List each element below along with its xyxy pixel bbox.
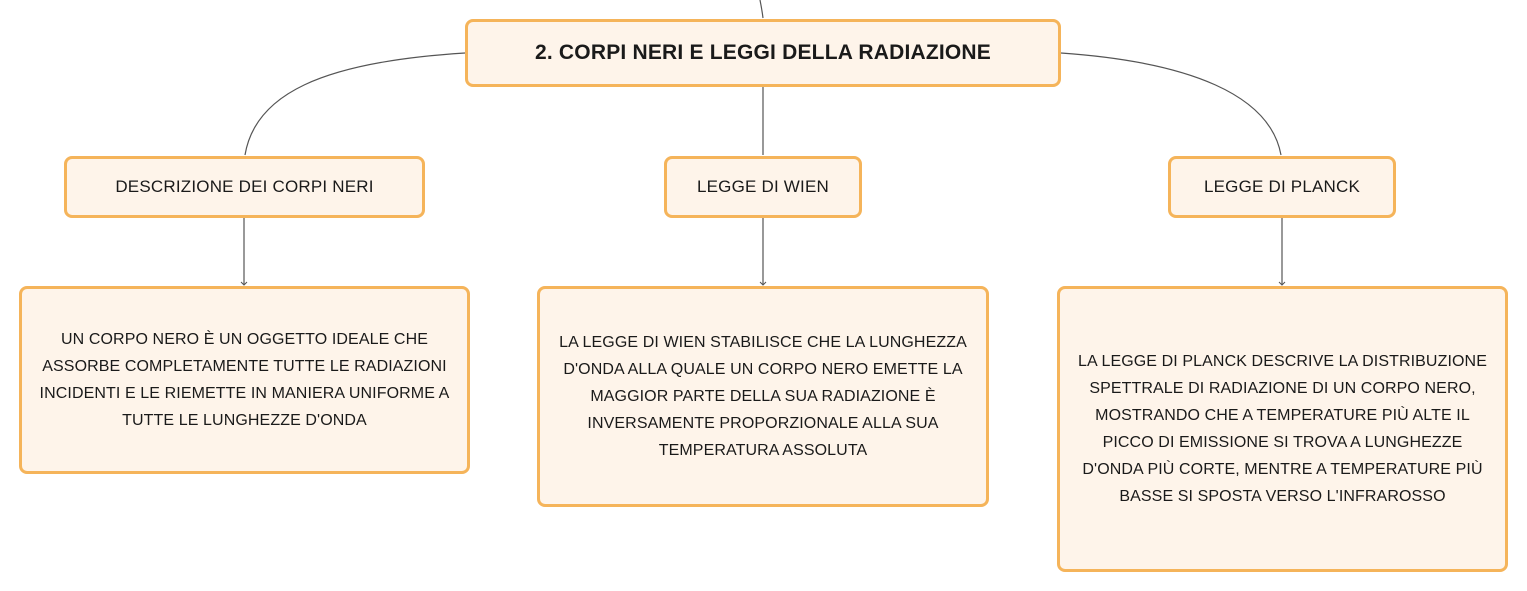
- root-node-label: 2. CORPI NERI E LEGGI DELLA RADIAZIONE: [534, 41, 992, 64]
- detail-line: D'ONDA PIÙ CORTE, MENTRE A TEMPERATURE PIÙ: [1082, 461, 1483, 478]
- connector-incoming: [760, 0, 763, 18]
- topic-node-label: LEGGE DI PLANCK: [1203, 177, 1361, 196]
- detail-line: SPETTRALE DI RADIAZIONE DI UN CORPO NERO,: [1089, 380, 1476, 397]
- detail-line: D'ONDA ALLA QUALE UN CORPO NERO EMETTE LA: [563, 361, 963, 378]
- detail-text: [559, 329, 967, 464]
- detail-line: TUTTE LE LUNGHEZZE D'ONDA: [122, 412, 367, 429]
- detail-line: LA LEGGE DI PLANCK DESCRIVE LA DISTRIBUZIONE: [1078, 353, 1487, 370]
- connector-root-topic-3: [1061, 53, 1281, 155]
- topic-node-legge-di-wien[interactable]: [664, 156, 862, 218]
- topic-node-descrizione-corpi-neri[interactable]: [64, 156, 425, 218]
- topic-node-label: LEGGE DI WIEN: [696, 177, 829, 196]
- detail-line: MAGGIOR PARTE DELLA SUA RADIAZIONE È: [590, 388, 936, 405]
- detail-node-legge-di-planck[interactable]: [1057, 286, 1508, 572]
- detail-line: PICCO DI EMISSIONE SI TROVA A LUNGHEZZE: [1102, 434, 1463, 451]
- detail-line: TEMPERATURA ASSOLUTA: [658, 442, 868, 459]
- detail-line: INVERSAMENTE PROPORZIONALE ALLA SUA: [587, 415, 939, 432]
- detail-line: LA LEGGE DI WIEN STABILISCE CHE LA LUNGHEZZA: [559, 334, 967, 351]
- detail-line: INCIDENTI E LE RIEMETTE IN MANIERA UNIFORME A: [39, 385, 450, 402]
- detail-line: ASSORBE COMPLETAMENTE TUTTE LE RADIAZIONI: [42, 358, 447, 375]
- detail-line: MOSTRANDO CHE A TEMPERATURE PIÙ ALTE IL: [1095, 407, 1470, 424]
- detail-line: BASSE SI SPOSTA VERSO L'INFRAROSSO: [1119, 488, 1446, 505]
- topic-node-label: DESCRIZIONE DEI CORPI NERI: [115, 177, 374, 196]
- detail-text: [40, 326, 450, 434]
- detail-line: UN CORPO NERO È UN OGGETTO IDEALE CHE: [60, 331, 428, 348]
- root-node[interactable]: [465, 19, 1061, 87]
- connector-root-topic-1: [245, 53, 465, 155]
- topic-node-legge-di-planck[interactable]: [1168, 156, 1396, 218]
- detail-text: [1078, 348, 1487, 510]
- detail-node-descrizione-corpi-neri[interactable]: [19, 286, 470, 474]
- detail-node-legge-di-wien[interactable]: [537, 286, 989, 507]
